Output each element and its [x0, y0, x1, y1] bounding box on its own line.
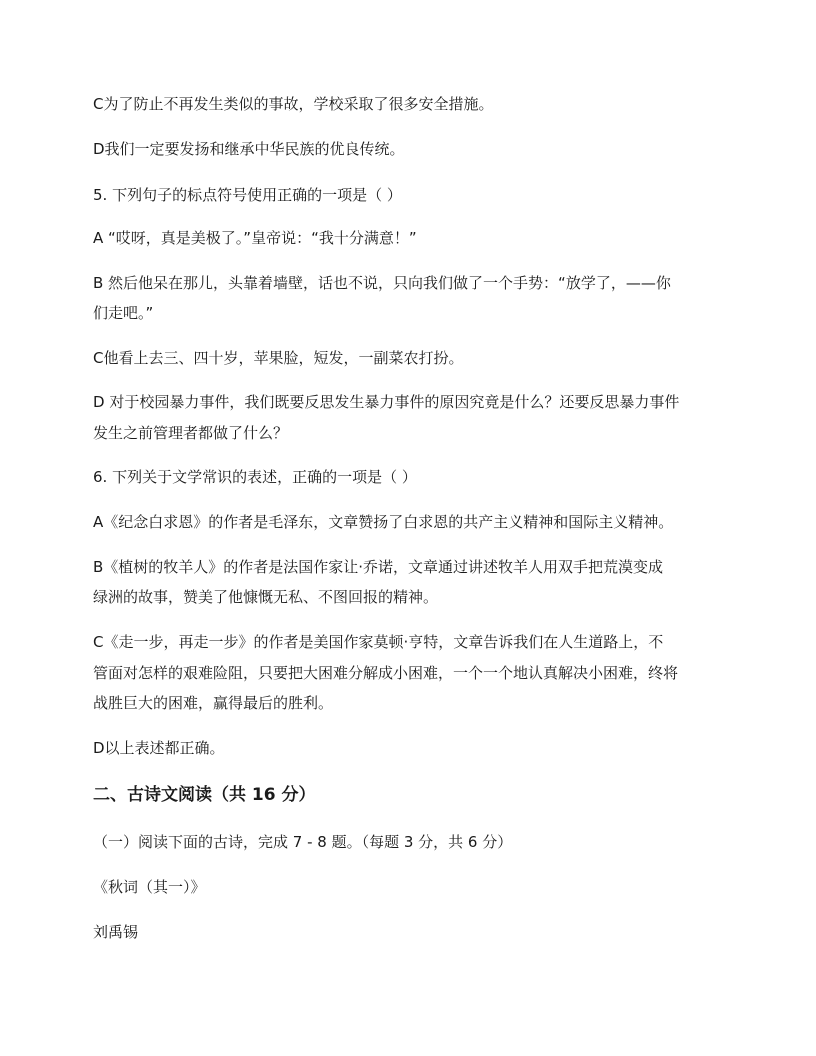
option-6d: D以上表述都正确。	[93, 739, 225, 757]
option-6c-line-3: 战胜巨大的困难，赢得最后的胜利。	[93, 694, 334, 712]
option-5c: C他看上去三、四十岁，苹果脸，短发，一副菜农打扮。	[93, 349, 464, 367]
option-5b-line-2: 们走吧。”	[93, 304, 154, 322]
part-1-instruction: （一）阅读下面的古诗，完成 7 - 8 题。（每题 3 分，共 6 分）	[93, 833, 513, 851]
option-6a: A《纪念白求恩》的作者是毛泽东，文章赞扬了白求恩的共产主义精神和国际主义精神。	[93, 513, 674, 531]
option-6c-line-2: 管面对怎样的艰难险阻，只要把大困难分解成小困难，一个一个地认真解决小困难，终将	[93, 664, 679, 682]
question-5-stem: 5. 下列句子的标点符号使用正确的一项是（ ）	[93, 186, 402, 204]
section-2-heading: 二、古诗文阅读（共 16 分）	[93, 785, 316, 805]
option-4d: D我们一定要发扬和继承中华民族的优良传统。	[93, 140, 405, 158]
option-4c: C为了防止不再发生类似的事故，学校采取了很多安全措施。	[93, 95, 494, 113]
poem-author: 刘禹锡	[93, 923, 139, 941]
question-6-stem: 6. 下列关于文学常识的表述，正确的一项是（ ）	[93, 468, 417, 486]
option-5d-line-2: 发生之前管理者都做了什么？	[93, 424, 289, 442]
option-6b-line-2: 绿洲的故事，赞美了他慷慨无私、不图回报的精神。	[93, 588, 439, 606]
option-5b-line-1: B 然后他呆在那儿，头靠着墙壁，话也不说，只向我们做了一个手势：“放学了，——你	[93, 274, 671, 292]
poem-title: 《秋词（其一）》	[93, 878, 206, 896]
option-5d-line-1: D 对于校园暴力事件，我们既要反思发生暴力事件的原因究竟是什么？还要反思暴力事件	[93, 393, 680, 411]
option-6c-line-1: C《走一步，再走一步》的作者是美国作家莫顿·亨特，文章告诉我们在人生道路上，不	[93, 633, 664, 651]
option-5a: A “哎呀，真是美极了。”皇帝说：“我十分满意！”	[93, 229, 417, 247]
option-6b-line-1: B《植树的牧羊人》的作者是法国作家让·乔诺，文章通过讲述牧羊人用双手把荒漠变成	[93, 558, 664, 576]
